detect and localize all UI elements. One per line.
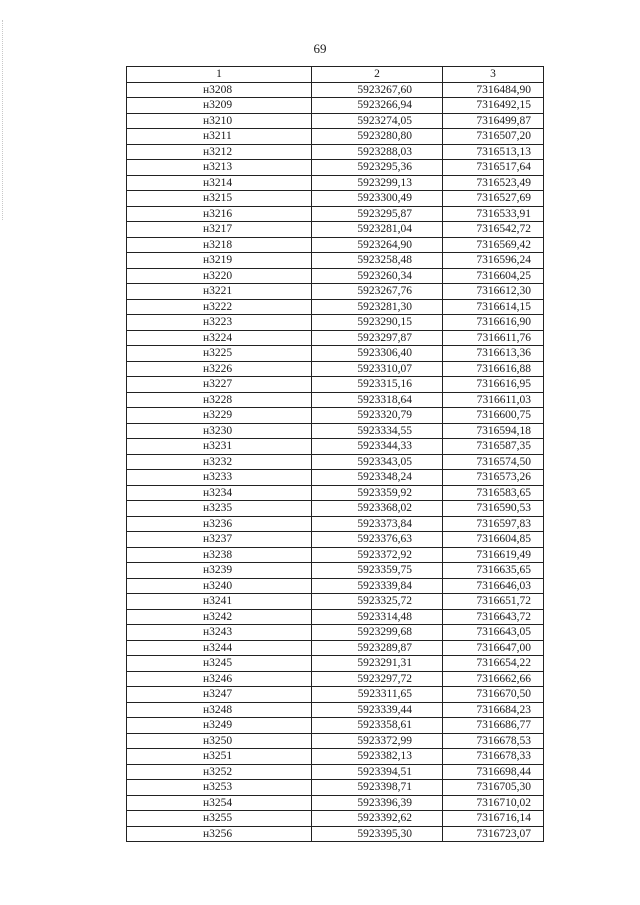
y-coordinate-cell: 7316604,25	[443, 268, 544, 284]
x-coordinate-cell: 5923376,63	[312, 532, 443, 548]
point-id-cell: н3236	[127, 516, 312, 532]
table-row	[127, 98, 544, 114]
point-id-cell: н3226	[127, 361, 312, 377]
table-row	[127, 733, 544, 749]
x-coordinate-cell: 5923348,24	[312, 470, 443, 486]
x-coordinate-cell: 5923295,87	[312, 206, 443, 222]
table-row	[127, 160, 544, 176]
table-row	[127, 826, 544, 842]
point-id-cell: н3213	[127, 160, 312, 176]
table-row	[127, 811, 544, 827]
point-id-cell: н3237	[127, 532, 312, 548]
x-coordinate-cell: 5923372,99	[312, 733, 443, 749]
x-coordinate-cell: 5923299,68	[312, 625, 443, 641]
y-coordinate-cell: 7316705,30	[443, 780, 544, 796]
point-id-cell: н3210	[127, 113, 312, 129]
y-coordinate-cell: 7316619,49	[443, 547, 544, 563]
y-coordinate-cell: 7316651,72	[443, 594, 544, 610]
table-header-row	[127, 67, 544, 83]
point-id-cell: н3223	[127, 315, 312, 331]
y-coordinate-cell: 7316616,90	[443, 315, 544, 331]
table-row	[127, 516, 544, 532]
table-row	[127, 423, 544, 439]
y-coordinate-cell: 7316574,50	[443, 454, 544, 470]
x-coordinate-cell: 5923306,40	[312, 346, 443, 362]
x-coordinate-cell: 5923368,02	[312, 501, 443, 517]
table-row	[127, 144, 544, 160]
table-row	[127, 594, 544, 610]
point-id-cell: н3256	[127, 826, 312, 842]
x-coordinate-cell: 5923300,49	[312, 191, 443, 207]
table-body	[127, 82, 544, 842]
point-id-cell: н3254	[127, 795, 312, 811]
point-id-cell: н3215	[127, 191, 312, 207]
column-header-2: 2	[312, 67, 443, 83]
point-id-cell: н3208	[127, 82, 312, 98]
table-row	[127, 113, 544, 129]
point-id-cell: н3231	[127, 439, 312, 455]
x-coordinate-cell: 5923314,48	[312, 609, 443, 625]
table-row	[127, 485, 544, 501]
table-row	[127, 439, 544, 455]
point-id-cell: н3251	[127, 749, 312, 765]
y-coordinate-cell: 7316611,03	[443, 392, 544, 408]
x-coordinate-cell: 5923344,33	[312, 439, 443, 455]
x-coordinate-cell: 5923299,13	[312, 175, 443, 191]
point-id-cell: н3220	[127, 268, 312, 284]
x-coordinate-cell: 5923339,44	[312, 702, 443, 718]
x-coordinate-cell: 5923396,39	[312, 795, 443, 811]
y-coordinate-cell: 7316513,13	[443, 144, 544, 160]
y-coordinate-cell: 7316612,30	[443, 284, 544, 300]
x-coordinate-cell: 5923395,30	[312, 826, 443, 842]
x-coordinate-cell: 5923372,92	[312, 547, 443, 563]
table-row	[127, 222, 544, 238]
point-id-cell: н3246	[127, 671, 312, 687]
x-coordinate-cell: 5923311,65	[312, 687, 443, 703]
x-coordinate-cell: 5923339,84	[312, 578, 443, 594]
table-row	[127, 718, 544, 734]
point-id-cell: н3232	[127, 454, 312, 470]
x-coordinate-cell: 5923274,05	[312, 113, 443, 129]
point-id-cell: н3209	[127, 98, 312, 114]
table-row	[127, 671, 544, 687]
table-row	[127, 206, 544, 222]
table-row	[127, 656, 544, 672]
y-coordinate-cell: 7316484,90	[443, 82, 544, 98]
y-coordinate-cell: 7316527,69	[443, 191, 544, 207]
point-id-cell: н3245	[127, 656, 312, 672]
table-row	[127, 454, 544, 470]
table-row	[127, 346, 544, 362]
y-coordinate-cell: 7316698,44	[443, 764, 544, 780]
point-id-cell: н3218	[127, 237, 312, 253]
y-coordinate-cell: 7316716,14	[443, 811, 544, 827]
point-id-cell: н3217	[127, 222, 312, 238]
table-row	[127, 749, 544, 765]
point-id-cell: н3227	[127, 377, 312, 393]
x-coordinate-cell: 5923267,60	[312, 82, 443, 98]
x-coordinate-cell: 5923325,72	[312, 594, 443, 610]
x-coordinate-cell: 5923358,61	[312, 718, 443, 734]
y-coordinate-cell: 7316596,24	[443, 253, 544, 269]
table-row	[127, 315, 544, 331]
x-coordinate-cell: 5923289,87	[312, 640, 443, 656]
x-coordinate-cell: 5923359,75	[312, 563, 443, 579]
x-coordinate-cell: 5923315,16	[312, 377, 443, 393]
y-coordinate-cell: 7316611,76	[443, 330, 544, 346]
table-row	[127, 253, 544, 269]
y-coordinate-cell: 7316583,65	[443, 485, 544, 501]
x-coordinate-cell: 5923392,62	[312, 811, 443, 827]
point-id-cell: н3224	[127, 330, 312, 346]
point-id-cell: н3248	[127, 702, 312, 718]
y-coordinate-cell: 7316614,15	[443, 299, 544, 315]
table-row	[127, 175, 544, 191]
y-coordinate-cell: 7316616,88	[443, 361, 544, 377]
y-coordinate-cell: 7316517,64	[443, 160, 544, 176]
point-id-cell: н3219	[127, 253, 312, 269]
y-coordinate-cell: 7316647,00	[443, 640, 544, 656]
x-coordinate-cell: 5923373,84	[312, 516, 443, 532]
y-coordinate-cell: 7316542,72	[443, 222, 544, 238]
x-coordinate-cell: 5923264,90	[312, 237, 443, 253]
point-id-cell: н3234	[127, 485, 312, 501]
y-coordinate-cell: 7316670,50	[443, 687, 544, 703]
x-coordinate-cell: 5923281,30	[312, 299, 443, 315]
y-coordinate-cell: 7316662,66	[443, 671, 544, 687]
point-id-cell: н3214	[127, 175, 312, 191]
point-id-cell: н3243	[127, 625, 312, 641]
y-coordinate-cell: 7316594,18	[443, 423, 544, 439]
point-id-cell: н3235	[127, 501, 312, 517]
x-coordinate-cell: 5923382,13	[312, 749, 443, 765]
y-coordinate-cell: 7316678,33	[443, 749, 544, 765]
x-coordinate-cell: 5923295,36	[312, 160, 443, 176]
y-coordinate-cell: 7316590,53	[443, 501, 544, 517]
x-coordinate-cell: 5923398,71	[312, 780, 443, 796]
page-number: 69	[313, 41, 327, 56]
y-coordinate-cell: 7316499,87	[443, 113, 544, 129]
y-coordinate-cell: 7316654,22	[443, 656, 544, 672]
y-coordinate-cell: 7316600,75	[443, 408, 544, 424]
table-row	[127, 330, 544, 346]
y-coordinate-cell: 7316646,03	[443, 578, 544, 594]
table-row	[127, 408, 544, 424]
y-coordinate-cell: 7316710,02	[443, 795, 544, 811]
table-row	[127, 129, 544, 145]
point-id-cell: н3242	[127, 609, 312, 625]
y-coordinate-cell: 7316569,42	[443, 237, 544, 253]
point-id-cell: н3211	[127, 129, 312, 145]
x-coordinate-cell: 5923359,92	[312, 485, 443, 501]
point-id-cell: н3247	[127, 687, 312, 703]
table-row	[127, 702, 544, 718]
x-coordinate-cell: 5923394,51	[312, 764, 443, 780]
x-coordinate-cell: 5923320,79	[312, 408, 443, 424]
y-coordinate-cell: 7316723,07	[443, 826, 544, 842]
y-coordinate-cell: 7316507,20	[443, 129, 544, 145]
point-id-cell: н3228	[127, 392, 312, 408]
x-coordinate-cell: 5923260,34	[312, 268, 443, 284]
y-coordinate-cell: 7316523,49	[443, 175, 544, 191]
point-id-cell: н3233	[127, 470, 312, 486]
point-id-cell: н3238	[127, 547, 312, 563]
y-coordinate-cell: 7316684,23	[443, 702, 544, 718]
y-coordinate-cell: 7316533,91	[443, 206, 544, 222]
table-row	[127, 578, 544, 594]
y-coordinate-cell: 7316643,72	[443, 609, 544, 625]
y-coordinate-cell: 7316686,77	[443, 718, 544, 734]
x-coordinate-cell: 5923267,76	[312, 284, 443, 300]
point-id-cell: н3222	[127, 299, 312, 315]
table-row	[127, 640, 544, 656]
table-row	[127, 501, 544, 517]
x-coordinate-cell: 5923291,31	[312, 656, 443, 672]
table-row	[127, 764, 544, 780]
table-row	[127, 377, 544, 393]
table-row	[127, 237, 544, 253]
table-row	[127, 532, 544, 548]
point-id-cell: н3229	[127, 408, 312, 424]
table-row	[127, 780, 544, 796]
y-coordinate-cell: 7316613,36	[443, 346, 544, 362]
y-coordinate-cell: 7316616,95	[443, 377, 544, 393]
table-row	[127, 299, 544, 315]
coordinates-table	[126, 66, 544, 842]
x-coordinate-cell: 5923334,55	[312, 423, 443, 439]
y-coordinate-cell: 7316643,05	[443, 625, 544, 641]
point-id-cell: н3250	[127, 733, 312, 749]
point-id-cell: н3230	[127, 423, 312, 439]
y-coordinate-cell: 7316678,53	[443, 733, 544, 749]
x-coordinate-cell: 5923290,15	[312, 315, 443, 331]
point-id-cell: н3225	[127, 346, 312, 362]
point-id-cell: н3241	[127, 594, 312, 610]
point-id-cell: н3249	[127, 718, 312, 734]
y-coordinate-cell: 7316635,65	[443, 563, 544, 579]
x-coordinate-cell: 5923258,48	[312, 253, 443, 269]
point-id-cell: н3240	[127, 578, 312, 594]
x-coordinate-cell: 5923266,94	[312, 98, 443, 114]
table-row	[127, 284, 544, 300]
point-id-cell: н3221	[127, 284, 312, 300]
x-coordinate-cell: 5923281,04	[312, 222, 443, 238]
table-row	[127, 268, 544, 284]
table-row	[127, 191, 544, 207]
table-row	[127, 795, 544, 811]
table-row	[127, 547, 544, 563]
y-coordinate-cell: 7316573,26	[443, 470, 544, 486]
point-id-cell: н3255	[127, 811, 312, 827]
x-coordinate-cell: 5923343,05	[312, 454, 443, 470]
point-id-cell: н3216	[127, 206, 312, 222]
x-coordinate-cell: 5923297,87	[312, 330, 443, 346]
table-row	[127, 609, 544, 625]
table-row	[127, 82, 544, 98]
column-header-1: 1	[127, 67, 312, 83]
table-row	[127, 625, 544, 641]
table-row	[127, 392, 544, 408]
point-id-cell: н3239	[127, 563, 312, 579]
x-coordinate-cell: 5923280,80	[312, 129, 443, 145]
x-coordinate-cell: 5923318,64	[312, 392, 443, 408]
point-id-cell: н3253	[127, 780, 312, 796]
point-id-cell: н3212	[127, 144, 312, 160]
y-coordinate-cell: 7316597,83	[443, 516, 544, 532]
point-id-cell: н3252	[127, 764, 312, 780]
y-coordinate-cell: 7316492,15	[443, 98, 544, 114]
y-coordinate-cell: 7316587,35	[443, 439, 544, 455]
column-header-3: 3	[443, 67, 544, 83]
table-row	[127, 361, 544, 377]
y-coordinate-cell: 7316604,85	[443, 532, 544, 548]
table-row	[127, 470, 544, 486]
table-row	[127, 687, 544, 703]
x-coordinate-cell: 5923288,03	[312, 144, 443, 160]
table-row	[127, 563, 544, 579]
x-coordinate-cell: 5923310,07	[312, 361, 443, 377]
x-coordinate-cell: 5923297,72	[312, 671, 443, 687]
point-id-cell: н3244	[127, 640, 312, 656]
